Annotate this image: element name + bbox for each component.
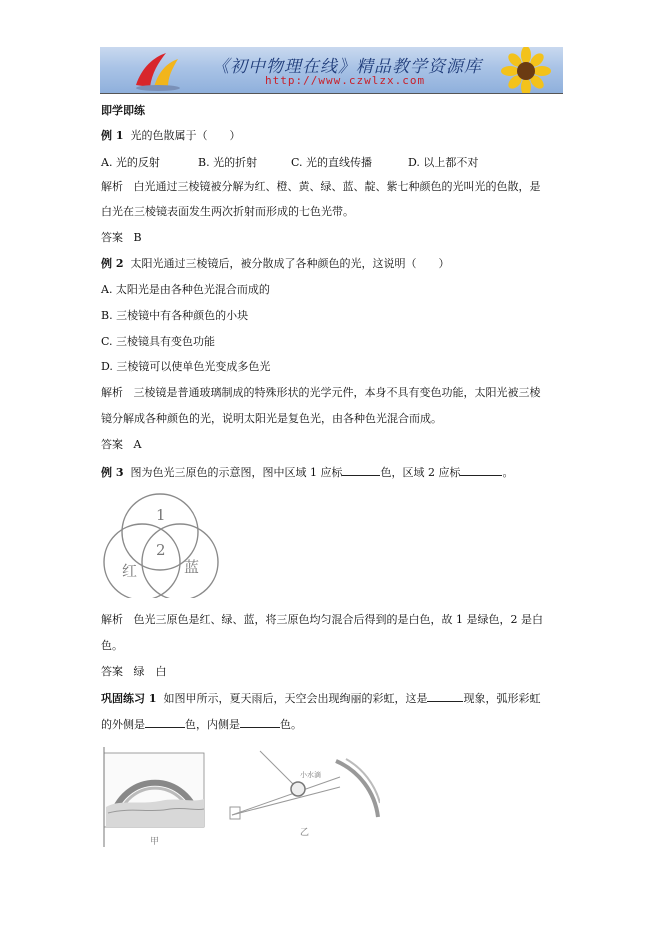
water-droplet-icon bbox=[291, 782, 305, 796]
label-yi: 乙 bbox=[300, 828, 310, 838]
ex2-analysis-text1: 三棱镜是普通玻璃制成的特殊形状的光学元件，本身不具有变色功能，太阳光被三棱 bbox=[133, 386, 541, 399]
practice1-line1 bbox=[101, 690, 540, 706]
ex3-question-part1: 图为色光三原色的示意图，图中区域 1 应标 bbox=[130, 466, 343, 479]
practice1-text4: 色，内侧是 bbox=[185, 718, 240, 731]
ex1-answer-line bbox=[101, 231, 142, 245]
practice1-blank-1[interactable] bbox=[427, 690, 463, 702]
ex1-analysis-label: 解析 bbox=[101, 180, 123, 193]
ex2-analysis-line2: 镜分解成各种颜色的光，说明太阳光是复色光，由各种色光混合而成。 bbox=[101, 412, 442, 425]
header-banner bbox=[100, 47, 563, 93]
ex1-question: 光的色散属于（ ） bbox=[130, 129, 241, 142]
label-droplet: 小水滴 bbox=[300, 771, 321, 779]
ex2-option-a: A. 太阳光是由各种色光混合而成的 bbox=[101, 283, 270, 296]
ex1-option-a: A. 光的反射 bbox=[101, 156, 160, 169]
ex3-analysis-line1 bbox=[101, 613, 543, 627]
ex1-answer-label: 答案 bbox=[101, 231, 123, 244]
region-1-label: 1 bbox=[156, 506, 166, 524]
ex3-question-line bbox=[101, 464, 513, 480]
ex3-answer-label: 答案 bbox=[101, 665, 123, 678]
sunflower-icon bbox=[496, 47, 556, 93]
ex3-question-part2: 色，区域 2 应标 bbox=[380, 466, 461, 479]
ex2-analysis-line1 bbox=[101, 386, 541, 400]
ex2-question-line bbox=[101, 257, 449, 271]
ex1-answer: B bbox=[133, 231, 142, 244]
ex1-question-line bbox=[101, 129, 240, 143]
ex3-answer-line bbox=[101, 665, 167, 679]
practice1-text5: 色。 bbox=[280, 718, 302, 731]
practice1-blank-3[interactable] bbox=[240, 716, 280, 728]
ex2-answer-line bbox=[101, 438, 141, 452]
label-jia: 甲 bbox=[150, 837, 160, 847]
banner-url: http://www.czwlzx.com bbox=[265, 74, 426, 87]
ex2-answer: A bbox=[133, 438, 142, 451]
ex3-blank-2[interactable] bbox=[460, 464, 502, 476]
ex3-label: 例 3 bbox=[101, 466, 124, 479]
ex3-answer: 绿 白 bbox=[133, 665, 167, 678]
ex2-option-b: B. 三棱镜中有各种颜色的小块 bbox=[101, 309, 249, 322]
ex1-option-d: D. 以上都不对 bbox=[408, 156, 479, 169]
red-label: 红 bbox=[122, 562, 138, 580]
three-primary-colors-figure bbox=[100, 492, 220, 598]
ex3-analysis-label: 解析 bbox=[101, 613, 123, 626]
ex3-analysis-line2: 色。 bbox=[101, 639, 123, 652]
ex2-option-d: D. 三棱镜可以使单色光变成多色光 bbox=[101, 360, 271, 373]
section-title: 即学即练 bbox=[101, 104, 145, 117]
practice1-text1: 如图甲所示，夏天雨后，天空会出现绚丽的彩虹，这是 bbox=[163, 692, 428, 705]
region-2-label: 2 bbox=[156, 541, 166, 559]
practice1-label: 巩固练习 1 bbox=[101, 692, 157, 705]
logo-icon bbox=[128, 47, 188, 93]
rainbow-figures bbox=[100, 747, 380, 847]
ex3-blank-1[interactable] bbox=[342, 464, 380, 476]
ex2-label: 例 2 bbox=[101, 257, 124, 270]
figure-yi bbox=[230, 751, 380, 838]
ex1-analysis-line2: 白光在三棱镜表面发生两次折射而形成的七色光带。 bbox=[101, 205, 354, 218]
header-rule bbox=[100, 93, 563, 94]
ex2-answer-label: 答案 bbox=[101, 438, 123, 451]
ex2-analysis-label: 解析 bbox=[101, 386, 123, 399]
ex1-option-c: C. 光的直线传播 bbox=[291, 156, 373, 169]
figure-jia bbox=[104, 747, 204, 847]
ex1-option-b: B. 光的折射 bbox=[198, 156, 258, 169]
practice1-blank-2[interactable] bbox=[145, 716, 185, 728]
ex3-question-part3: 。 bbox=[502, 466, 514, 479]
ex1-analysis-line1 bbox=[101, 180, 541, 194]
ex1-analysis-text1: 白光通过三棱镜被分解为红、橙、黄、绿、蓝、靛、紫七种颜色的光叫光的色散，是 bbox=[133, 180, 541, 193]
ex1-label: 例 1 bbox=[101, 129, 124, 142]
practice1-text2: 现象，弧形彩虹 bbox=[463, 692, 541, 705]
blue-label: 蓝 bbox=[184, 558, 200, 576]
ex2-option-c: C. 三棱镜具有变色功能 bbox=[101, 335, 216, 348]
practice1-line2 bbox=[101, 716, 302, 732]
ex3-analysis-text1: 色光三原色是红、绿、蓝，将三原色均匀混合后得到的是白色，故 1 是绿色，2 是白 bbox=[133, 613, 543, 626]
practice1-text3: 的外侧是 bbox=[101, 718, 145, 731]
banner-title: 《初中物理在线》精品教学资源库 bbox=[212, 57, 482, 77]
ex2-question: 太阳光通过三棱镜后，被分散成了各种颜色的光，这说明（ ） bbox=[130, 257, 450, 270]
